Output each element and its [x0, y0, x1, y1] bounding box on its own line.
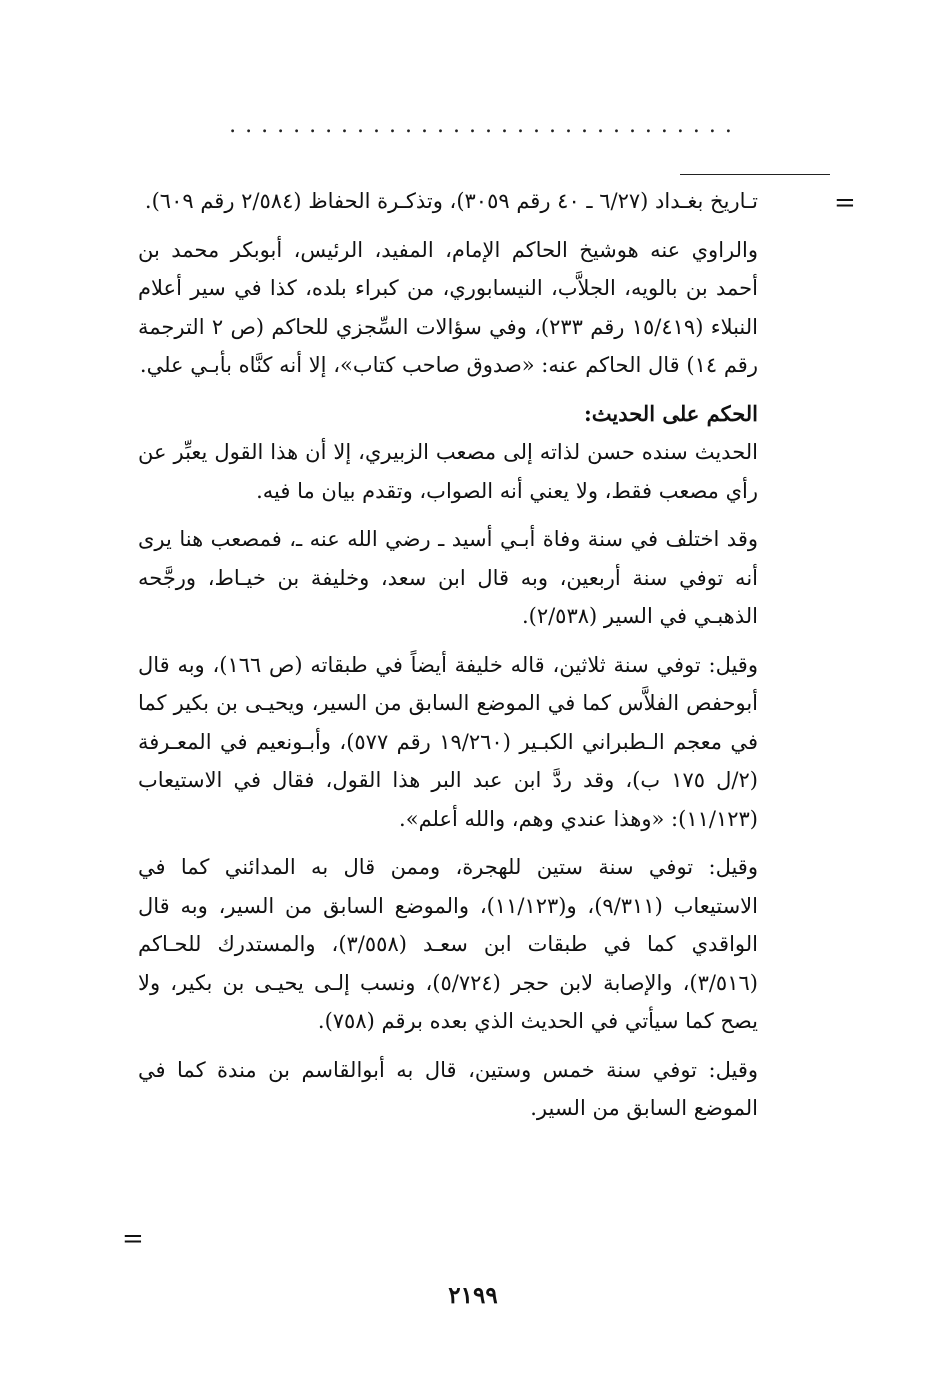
page-number: ٢١٩٩	[448, 1282, 498, 1309]
paragraph-death-year-sixty: وقيل: توفي سنة ستين للهجرة، وممن قال به المدائني كما في الاستيعاب (٩/٣١١)، و(١١/١٢٣)، والموضع السابق من السير، وبه قال الواقدي كما في طبقات ابن سعـد (٣/٥٥٨)، والمستدرك للحـاكم (٣/٥١٦)، والإصابة لابن حجر (٥/٧٢٤)، ونسب إلـى يحيـى بن بكير، ولا يصح كما سيأتي في الحديث الذي بعده برقم (٧٥٨).	[138, 855, 759, 1033]
paragraph-death-year-forty: وقد اختلف في سنة وفاة أبـي أسيد ـ رضي الله عنه ـ، فمصعب هنا يرى أنه توفي سنة أربعين، وبه قال ابن سعد، وخليفة بن خيـاط، ورجَّحه الذهبـي في السير (٢/٥٣٨).	[138, 527, 758, 628]
footnote-rule	[680, 174, 830, 175]
section-heading: الحكم على الحديث:	[584, 400, 758, 426]
continuation-mark-bottom: =	[122, 1224, 144, 1254]
footnote-text	[138, 182, 758, 1136]
continuation-mark-top: =	[834, 188, 856, 218]
dotted-separator: ................................	[229, 118, 741, 134]
paragraph-death-year-thirty: وقيل: توفي سنة ثلاثين، قاله خليفة أيضاً في طبقاته (ص ١٦٦)، وبه قال أبوحفص الفلاَّس كما في الموضع السابق من السير، ويحيـى بن بكير كما في معجم الـطبراني الكبـير (١٩/٢٦٠ رقم ٥٧٧)، وأبـونعيم في المعـرفة (٢/ل ١٧٥ ب)، وقد ردَّ ابن عبد البر هذا القول، فقال في الاستيعاب (١١/١٢٣): «وهذا عندي وهم، والله أعلم».	[138, 652, 758, 831]
paragraph-death-year-sixty-five: وقيل: توفي سنة خمس وستين، قال به أبوالقاسم بن مندة كما في الموضع السابق من السير.	[138, 1057, 758, 1120]
paragraph-narrator: والراوي عنه هوشيخ الحاكم الإمام، المفيد، الرئيس، أبوبكر محمد بن أحمد بن بالويه، الجلاَّب، النيسابوري، من كبراء بلده، كذا في سير أعلام النبلاء (١٥/٤١٩ رقم ٢٣٣)، وفي سؤالات السِّجزي للحاكم (ص ٢ الترجمة رقم ١٤) قال الحاكم عنه: «صدوق صاحب كتاب»، إلا أنه كنَّاه بأبـي علي.	[138, 237, 758, 377]
paragraph-sources: تـاريخ بغـداد (٦/٢٧ ـ ٤٠ رقم ٣٠٥٩)، وتذكـرة الحفاظ (٢/٥٨٤ رقم ٦٠٩).	[144, 189, 758, 213]
paragraph-ruling: الحديث سنده حسن لذاته إلى مصعب الزبيري، إلا أن هذا القول يعبِّر عن رأي مصعب فقط، ولا يعني أنه الصواب، وتقدم بيان ما فيه.	[138, 440, 758, 503]
